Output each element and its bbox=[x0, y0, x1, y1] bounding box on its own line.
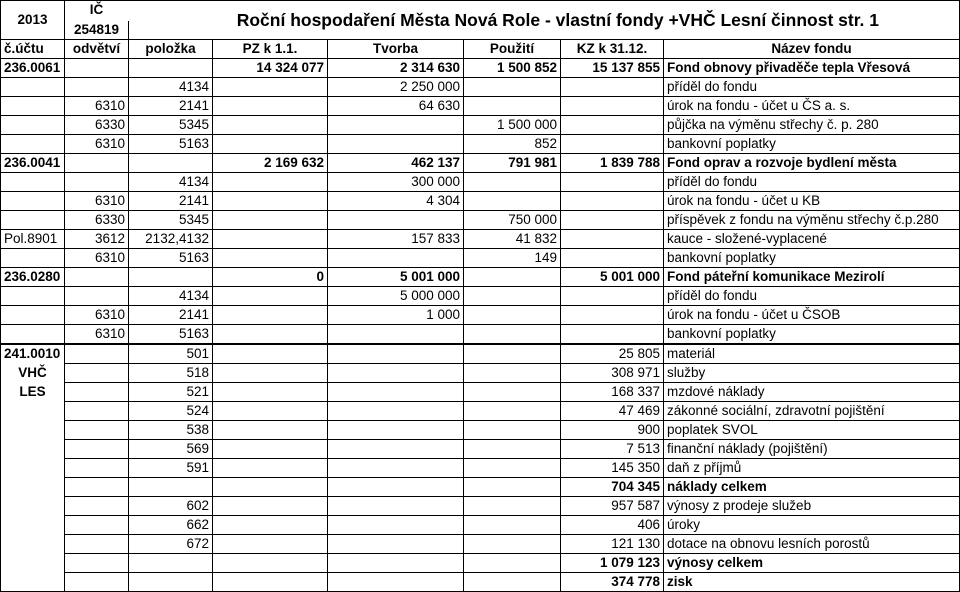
column-header: č.účtu bbox=[1, 40, 65, 59]
cell-nazev: úrok na fondu - účet u ČSOB bbox=[664, 306, 960, 325]
cell-polozka: 5163 bbox=[129, 135, 213, 154]
empty-cell bbox=[213, 573, 328, 592]
cell-kz bbox=[561, 173, 664, 192]
cell-kz bbox=[561, 325, 664, 345]
empty-cell bbox=[1, 516, 65, 535]
cell-polozka: 521 bbox=[129, 383, 213, 402]
cell-nazev: výnosy z prodeje služeb bbox=[664, 497, 960, 516]
cell-tvorba: 300 000 bbox=[328, 173, 464, 192]
empty-cell bbox=[65, 573, 129, 592]
cell-pouziti: 852 bbox=[464, 135, 561, 154]
empty-cell bbox=[213, 478, 328, 497]
cell-odvetvi: 6310 bbox=[65, 97, 129, 116]
empty-cell bbox=[65, 497, 129, 516]
cell-pouziti: 1 500 852 bbox=[464, 59, 561, 78]
cell-tvorba: 5 000 000 bbox=[328, 287, 464, 306]
cell-kz bbox=[561, 116, 664, 135]
les-row bbox=[1, 383, 960, 402]
cell-polozka: 2132,4132 bbox=[129, 230, 213, 249]
cell-pz: 2 169 632 bbox=[213, 154, 328, 173]
cell-nazev: Fond páteřní komunikace Mezirolí bbox=[664, 268, 960, 287]
column-header: odvětví bbox=[65, 40, 129, 59]
cell-tvorba: 4 304 bbox=[328, 192, 464, 211]
cell-kz bbox=[561, 97, 664, 116]
cell-ucet bbox=[1, 306, 65, 325]
fund-detail-row bbox=[1, 78, 960, 97]
cell-ucet bbox=[1, 135, 65, 154]
empty-cell bbox=[1, 459, 65, 478]
cell-nazev: kauce - složené-vyplacené bbox=[664, 230, 960, 249]
empty-cell bbox=[213, 364, 328, 383]
cell-tvorba bbox=[328, 135, 464, 154]
cell-nazev: služby bbox=[664, 364, 960, 383]
les-total-row bbox=[1, 478, 960, 497]
empty-cell bbox=[328, 344, 464, 364]
empty-cell bbox=[1, 402, 65, 421]
cell-ucet bbox=[1, 116, 65, 135]
cell-kz: 15 137 855 bbox=[561, 59, 664, 78]
empty-cell bbox=[464, 516, 561, 535]
les-row bbox=[1, 497, 960, 516]
empty-cell bbox=[65, 478, 129, 497]
cell-kz: 5 001 000 bbox=[561, 268, 664, 287]
cell-polozka: 5163 bbox=[129, 249, 213, 268]
cell-pz bbox=[213, 211, 328, 230]
cell-ucet: 236.0041 bbox=[1, 154, 65, 173]
empty-cell bbox=[65, 364, 129, 383]
cell-pz: 14 324 077 bbox=[213, 59, 328, 78]
empty-cell bbox=[464, 344, 561, 364]
les-total-row bbox=[1, 554, 960, 573]
cell-nazev: bankovní poplatky bbox=[664, 249, 960, 268]
cell-odvetvi bbox=[65, 268, 129, 287]
cell-odvetvi: 3612 bbox=[65, 230, 129, 249]
empty-cell bbox=[65, 344, 129, 364]
cell-kz bbox=[561, 135, 664, 154]
cell-ucet bbox=[1, 192, 65, 211]
empty-cell bbox=[213, 459, 328, 478]
empty-cell bbox=[213, 535, 328, 554]
column-header: Tvorba bbox=[328, 40, 464, 59]
cell-value: 704 345 bbox=[561, 478, 664, 497]
empty-cell bbox=[464, 554, 561, 573]
cell-nazev: příděl do fondu bbox=[664, 287, 960, 306]
cell-ucet bbox=[1, 249, 65, 268]
empty-cell bbox=[328, 440, 464, 459]
cell-pouziti: 791 981 bbox=[464, 154, 561, 173]
cell-ucet bbox=[1, 97, 65, 116]
cell-pz bbox=[213, 116, 328, 135]
empty-cell bbox=[328, 516, 464, 535]
cell-kz bbox=[561, 211, 664, 230]
cell-tvorba: 64 630 bbox=[328, 97, 464, 116]
les-row bbox=[1, 516, 960, 535]
cell-odvetvi bbox=[65, 154, 129, 173]
fund-detail-row bbox=[1, 306, 960, 325]
les-row bbox=[1, 364, 960, 383]
cell-odvetvi: 6310 bbox=[65, 135, 129, 154]
cell-odvetvi: 6310 bbox=[65, 192, 129, 211]
empty-cell bbox=[328, 497, 464, 516]
empty-cell bbox=[65, 402, 129, 421]
fund-summary-row bbox=[1, 268, 960, 287]
empty-cell bbox=[328, 554, 464, 573]
empty-cell bbox=[1, 535, 65, 554]
empty-cell bbox=[213, 421, 328, 440]
cell-kz bbox=[561, 230, 664, 249]
cell-nazev: zákonné sociální, zdravotní pojištění bbox=[664, 402, 960, 421]
fund-detail-row bbox=[1, 173, 960, 192]
cell-value: 957 587 bbox=[561, 497, 664, 516]
cell-tvorba: 1 000 bbox=[328, 306, 464, 325]
empty-cell bbox=[328, 535, 464, 554]
column-header: Použití bbox=[464, 40, 561, 59]
cell-polozka bbox=[129, 154, 213, 173]
year-cell: 2013 bbox=[1, 1, 65, 40]
cell-pz bbox=[213, 192, 328, 211]
cell-nazev: materiál bbox=[664, 344, 960, 364]
column-header: Název fondu bbox=[664, 40, 960, 59]
page-title: Roční hospodaření Města Nová Role - vlastní fondy +VHČ Lesní činnost str. 1 bbox=[129, 1, 960, 40]
cell-nazev: poplatek SVOL bbox=[664, 421, 960, 440]
fund-detail-row bbox=[1, 192, 960, 211]
cell-odvetvi: 6310 bbox=[65, 249, 129, 268]
cell-nazev: výnosy celkem bbox=[664, 554, 960, 573]
les-row bbox=[1, 535, 960, 554]
les-row bbox=[1, 440, 960, 459]
empty-cell bbox=[464, 459, 561, 478]
cell-odvetvi: 6330 bbox=[65, 116, 129, 135]
fund-detail-row bbox=[1, 249, 960, 268]
cell-nazev: zisk bbox=[664, 573, 960, 592]
cell-ucet: 236.0061 bbox=[1, 59, 65, 78]
empty-cell bbox=[213, 402, 328, 421]
cell-pz bbox=[213, 249, 328, 268]
cell-nazev: náklady celkem bbox=[664, 478, 960, 497]
fund-summary-row bbox=[1, 154, 960, 173]
cell-polozka: 2141 bbox=[129, 192, 213, 211]
cell-pz bbox=[213, 287, 328, 306]
empty-cell bbox=[464, 421, 561, 440]
cell-tvorba: 462 137 bbox=[328, 154, 464, 173]
cell-polozka bbox=[129, 554, 213, 573]
cell-nazev: Fond oprav a rozvoje bydlení města bbox=[664, 154, 960, 173]
fund-detail-row bbox=[1, 211, 960, 230]
cell-odvetvi bbox=[65, 173, 129, 192]
cell-nazev: daň z příjmů bbox=[664, 459, 960, 478]
cell-kz bbox=[561, 78, 664, 97]
empty-cell bbox=[464, 497, 561, 516]
cell-tvorba bbox=[328, 249, 464, 268]
cell-polozka: 4134 bbox=[129, 173, 213, 192]
empty-cell bbox=[213, 383, 328, 402]
empty-cell bbox=[65, 440, 129, 459]
empty-cell bbox=[65, 535, 129, 554]
cell-polozka: 5345 bbox=[129, 211, 213, 230]
cell-pouziti: 149 bbox=[464, 249, 561, 268]
cell-ucet bbox=[1, 78, 65, 97]
cell-polozka: 591 bbox=[129, 459, 213, 478]
column-header: PZ k 1.1. bbox=[213, 40, 328, 59]
cell-nazev: Fond obnovy přivaděče tepla Vřesová bbox=[664, 59, 960, 78]
empty-cell bbox=[1, 573, 65, 592]
cell-nazev: úrok na fondu - účet u KB bbox=[664, 192, 960, 211]
fund-detail-row bbox=[1, 97, 960, 116]
cell-nazev: finanční náklady (pojištění) bbox=[664, 440, 960, 459]
cell-pz bbox=[213, 173, 328, 192]
column-header-row bbox=[1, 40, 960, 59]
empty-cell bbox=[328, 364, 464, 383]
empty-cell bbox=[464, 573, 561, 592]
cell-polozka bbox=[129, 573, 213, 592]
cell-tvorba bbox=[328, 325, 464, 345]
cell-tvorba: 2 314 630 bbox=[328, 59, 464, 78]
cell-nazev: úrok na fondu - účet u ČS a. s. bbox=[664, 97, 960, 116]
les-label: 241.0010 bbox=[1, 344, 65, 364]
cell-pz bbox=[213, 306, 328, 325]
cell-kz bbox=[561, 249, 664, 268]
les-total-row bbox=[1, 573, 960, 592]
les-row bbox=[1, 421, 960, 440]
cell-pouziti: 1 500 000 bbox=[464, 116, 561, 135]
empty-cell bbox=[1, 421, 65, 440]
empty-cell bbox=[464, 535, 561, 554]
les-rows bbox=[1, 344, 960, 592]
cell-nazev: půjčka na výměnu střechy č. p. 280 bbox=[664, 116, 960, 135]
cell-value: 900 bbox=[561, 421, 664, 440]
cell-polozka: 602 bbox=[129, 497, 213, 516]
cell-value: 308 971 bbox=[561, 364, 664, 383]
cell-polozka bbox=[129, 268, 213, 287]
empty-cell bbox=[65, 383, 129, 402]
cell-tvorba bbox=[328, 116, 464, 135]
cell-polozka: 5345 bbox=[129, 116, 213, 135]
empty-cell bbox=[1, 497, 65, 516]
ic-label: IČ bbox=[65, 1, 129, 21]
cell-ucet: 236.0280 bbox=[1, 268, 65, 287]
empty-cell bbox=[464, 364, 561, 383]
les-label: LES bbox=[1, 383, 65, 402]
cell-pz bbox=[213, 325, 328, 345]
empty-cell bbox=[213, 440, 328, 459]
cell-kz bbox=[561, 306, 664, 325]
cell-nazev: mzdové náklady bbox=[664, 383, 960, 402]
cell-ucet bbox=[1, 173, 65, 192]
cell-value: 406 bbox=[561, 516, 664, 535]
cell-polozka: 501 bbox=[129, 344, 213, 364]
cell-value: 145 350 bbox=[561, 459, 664, 478]
cell-kz bbox=[561, 192, 664, 211]
cell-pouziti bbox=[464, 173, 561, 192]
les-row bbox=[1, 402, 960, 421]
cell-nazev: úroky bbox=[664, 516, 960, 535]
cell-pouziti: 750 000 bbox=[464, 211, 561, 230]
cell-odvetvi bbox=[65, 78, 129, 97]
cell-polozka: 5163 bbox=[129, 325, 213, 345]
cell-value: 374 778 bbox=[561, 573, 664, 592]
empty-cell bbox=[328, 421, 464, 440]
empty-cell bbox=[1, 478, 65, 497]
empty-cell bbox=[65, 421, 129, 440]
empty-cell bbox=[213, 344, 328, 364]
cell-nazev: bankovní poplatky bbox=[664, 135, 960, 154]
cell-tvorba: 157 833 bbox=[328, 230, 464, 249]
cell-pouziti bbox=[464, 306, 561, 325]
cell-ucet bbox=[1, 211, 65, 230]
cell-pouziti bbox=[464, 325, 561, 345]
cell-polozka: 518 bbox=[129, 364, 213, 383]
fund-rows bbox=[1, 59, 960, 345]
cell-nazev: bankovní poplatky bbox=[664, 325, 960, 345]
empty-cell bbox=[1, 554, 65, 573]
cell-tvorba bbox=[328, 211, 464, 230]
cell-ucet bbox=[1, 287, 65, 306]
cell-tvorba: 5 001 000 bbox=[328, 268, 464, 287]
cell-ucet bbox=[1, 325, 65, 345]
cell-nazev: příspěvek z fondu na výměnu střechy č.p.280 bbox=[664, 211, 960, 230]
empty-cell bbox=[213, 497, 328, 516]
cell-value: 25 805 bbox=[561, 344, 664, 364]
column-header: KZ k 31.12. bbox=[561, 40, 664, 59]
cell-nazev: dotace na obnovu lesních porostů bbox=[664, 535, 960, 554]
cell-polozka: 2141 bbox=[129, 97, 213, 116]
empty-cell bbox=[464, 402, 561, 421]
empty-cell bbox=[328, 478, 464, 497]
cell-value: 7 513 bbox=[561, 440, 664, 459]
cell-pouziti bbox=[464, 97, 561, 116]
cell-nazev: příděl do fondu bbox=[664, 78, 960, 97]
cell-pz bbox=[213, 135, 328, 154]
empty-cell bbox=[328, 402, 464, 421]
cell-pouziti bbox=[464, 268, 561, 287]
cell-value: 1 079 123 bbox=[561, 554, 664, 573]
cell-odvetvi: 6310 bbox=[65, 325, 129, 345]
les-label: VHČ bbox=[1, 364, 65, 383]
empty-cell bbox=[65, 516, 129, 535]
empty-cell bbox=[213, 516, 328, 535]
empty-cell bbox=[65, 554, 129, 573]
cell-odvetvi: 6310 bbox=[65, 306, 129, 325]
fund-detail-row bbox=[1, 287, 960, 306]
cell-pouziti bbox=[464, 192, 561, 211]
cell-ucet: Pol.8901 bbox=[1, 230, 65, 249]
empty-cell bbox=[464, 440, 561, 459]
cell-odvetvi bbox=[65, 59, 129, 78]
cell-polozka: 672 bbox=[129, 535, 213, 554]
cell-odvetvi bbox=[65, 287, 129, 306]
les-row bbox=[1, 344, 960, 364]
column-header: položka bbox=[129, 40, 213, 59]
cell-nazev: příděl do fondu bbox=[664, 173, 960, 192]
cell-kz bbox=[561, 287, 664, 306]
cell-polozka bbox=[129, 59, 213, 78]
empty-cell bbox=[328, 459, 464, 478]
cell-pz bbox=[213, 78, 328, 97]
empty-cell bbox=[65, 459, 129, 478]
cell-polozka bbox=[129, 478, 213, 497]
cell-kz: 1 839 788 bbox=[561, 154, 664, 173]
ic-value: 254819 bbox=[65, 20, 129, 40]
cell-polozka: 662 bbox=[129, 516, 213, 535]
cell-pz: 0 bbox=[213, 268, 328, 287]
cell-value: 121 130 bbox=[561, 535, 664, 554]
cell-polozka: 524 bbox=[129, 402, 213, 421]
cell-polozka: 538 bbox=[129, 421, 213, 440]
cell-pouziti bbox=[464, 78, 561, 97]
fund-detail-row bbox=[1, 230, 960, 249]
cell-pz bbox=[213, 97, 328, 116]
fund-detail-row bbox=[1, 135, 960, 154]
fund-detail-row bbox=[1, 116, 960, 135]
cell-pouziti bbox=[464, 287, 561, 306]
empty-cell bbox=[1, 440, 65, 459]
cell-pouziti: 41 832 bbox=[464, 230, 561, 249]
cell-polozka: 4134 bbox=[129, 78, 213, 97]
empty-cell bbox=[328, 573, 464, 592]
cell-odvetvi: 6330 bbox=[65, 211, 129, 230]
fund-detail-row bbox=[1, 325, 960, 345]
les-row bbox=[1, 459, 960, 478]
cell-polozka: 2141 bbox=[129, 306, 213, 325]
cell-polozka: 569 bbox=[129, 440, 213, 459]
cell-polozka: 4134 bbox=[129, 287, 213, 306]
empty-cell bbox=[213, 554, 328, 573]
empty-cell bbox=[328, 383, 464, 402]
empty-cell bbox=[464, 383, 561, 402]
cell-tvorba: 2 250 000 bbox=[328, 78, 464, 97]
cell-value: 168 337 bbox=[561, 383, 664, 402]
cell-pz bbox=[213, 230, 328, 249]
fund-summary-row bbox=[1, 59, 960, 78]
empty-cell bbox=[464, 478, 561, 497]
cell-value: 47 469 bbox=[561, 402, 664, 421]
